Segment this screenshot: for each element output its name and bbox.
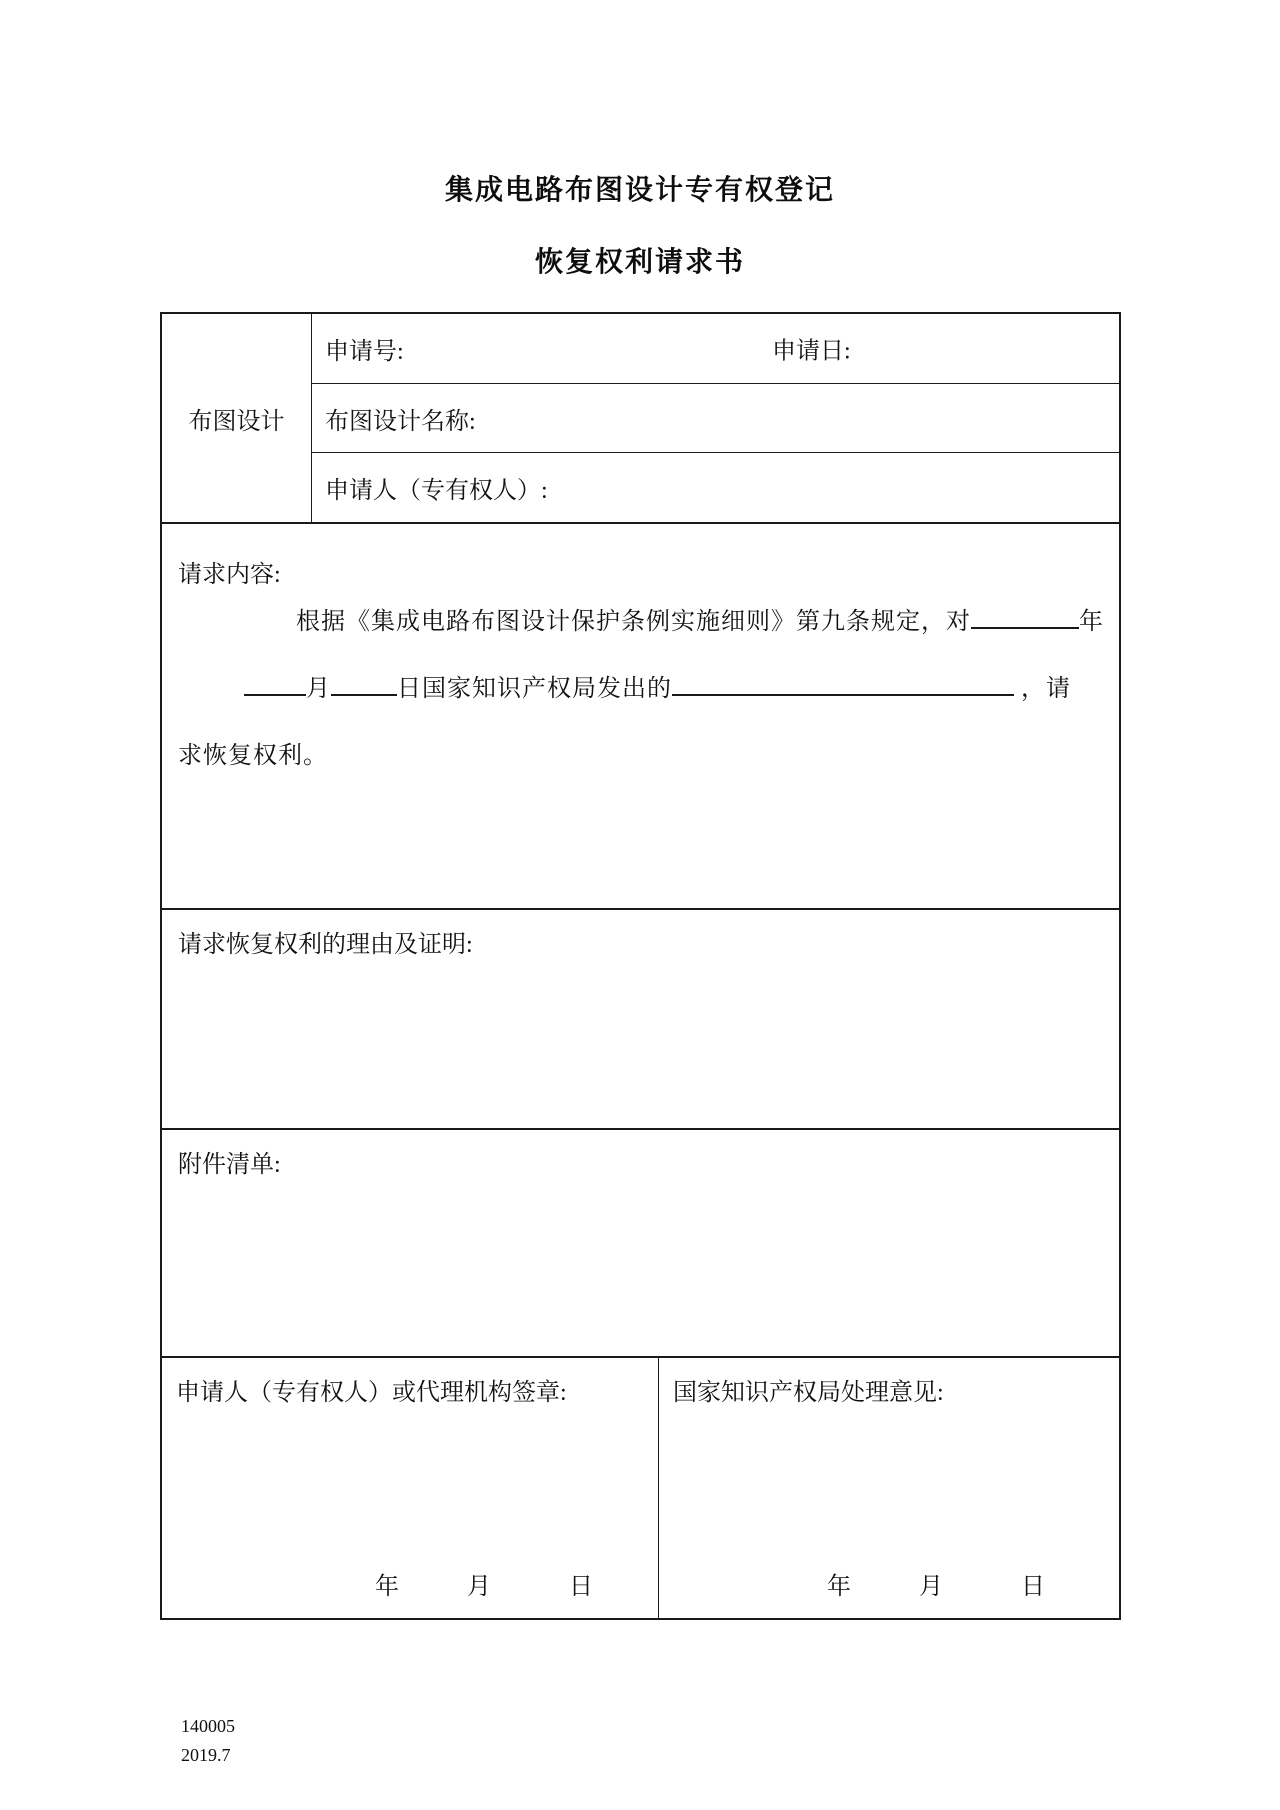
applicant-row [312,452,1119,522]
office-opinion-cell [659,1358,1119,1618]
design-name-label: 布图设计名称: [325,408,476,435]
design-info-row-label [162,314,312,522]
form-version: 2019.7 [181,1745,231,1765]
office-opinion-label: 国家知识产权局处理意见: [673,1380,944,1406]
applicant-label: 申请人（专有权人）: [325,478,548,505]
fill-in-blank-month [244,666,306,696]
application-number-label: 申请号: [325,338,404,365]
page-title-line1: 集成电路布图设计专有权登记 [444,174,835,205]
date-year-label: 年 [827,1574,851,1600]
design-info-row-label-text: 布图设计 [188,408,285,435]
request-line-2 [178,656,1103,723]
design-info-block [162,314,1119,522]
attachments-section [162,1128,1119,1356]
date-day-label: 日 [1021,1574,1045,1600]
request-line3-text: 求恢复权利。 [178,743,328,769]
applicant-signature-label: 申请人（专有权人）或代理机构签章: [176,1380,567,1406]
request-line2-unit1: 月 [306,676,331,702]
application-date-label: 申请日: [772,338,851,365]
office-date-row [659,1572,1119,1602]
request-line2-text: 日国家知识产权局发出的 [397,676,672,702]
reason-section-label: 请求恢复权利的理由及证明: [178,932,473,958]
form-code: 140005 [181,1716,235,1736]
request-line-1 [178,589,1103,656]
fill-in-blank-notice [672,666,1014,696]
application-number-row [312,314,1119,383]
attachments-section-label: 附件清单: [178,1152,281,1178]
design-name-row [312,383,1119,453]
date-month-label: 月 [467,1574,491,1600]
page-title-line2: 恢复权利请求书 [534,246,745,277]
date-month-label: 月 [919,1574,943,1600]
request-line-3 [178,723,1103,790]
design-info-rows [312,314,1119,522]
footer-codes [181,1712,235,1770]
request-content-body [178,589,1103,790]
request-line1-unit: 年 [1079,609,1104,635]
applicant-date-row [162,1572,658,1602]
request-content-label: 请求内容: [178,562,281,588]
applicant-signature-cell [162,1358,659,1618]
date-day-label: 日 [569,1574,593,1600]
request-content-section [162,522,1119,908]
fill-in-blank-day [331,666,397,696]
request-line2-tail: ，请 [1021,676,1071,702]
reason-section [162,908,1119,1128]
signature-section [162,1356,1119,1618]
fill-in-blank-year [971,599,1079,629]
form-table [160,312,1121,1620]
date-year-label: 年 [375,1574,399,1600]
request-line1-text: 根据《集成电路布图设计保护条例实施细则》第九条规定，对 [296,609,971,635]
